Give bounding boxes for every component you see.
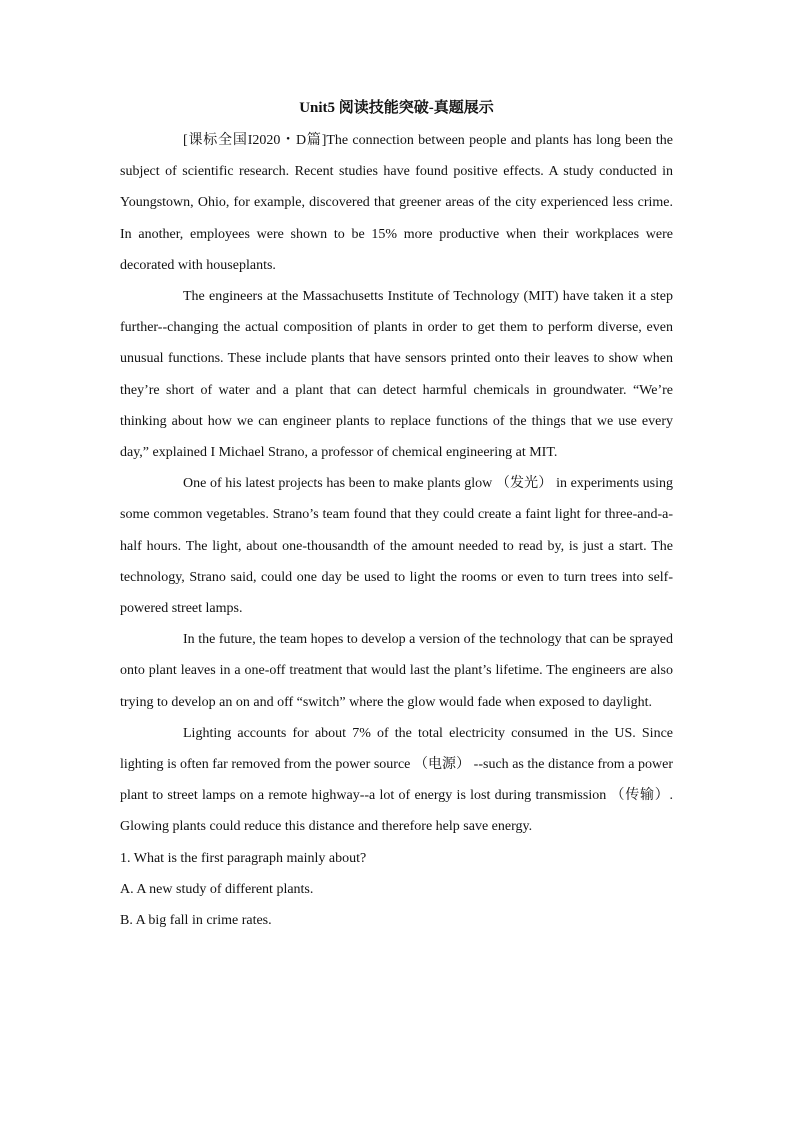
question-option-b: B. A big fall in crime rates. bbox=[120, 913, 272, 929]
paragraph-3: One of his latest projects has been to make plants glow （发光） in experiments using some common vegetables. Strano’s team found that they could create a faint light for three-and-a-half hours. The light, about one-thousandth of the amount needed to read by, is just a start. The technology, Strano said, could one day be used to light the rooms or even to turn trees into self-powered street lamps. bbox=[120, 476, 673, 617]
paragraph-2: The engineers at the Massachusetts Institute of Technology (MIT) have taken it a step further--changing the actual composition of plants in order to get them to perform diverse, even unusual functions. These include plants that have sensors printed onto their leaves to show when they’re short of water and a plant that can detect harmful chemicals in groundwater. “We’re thinking about how we can engineer plants to replace functions of the things that we use every day,” explained I Michael Strano, a professor of chemical engineering at MIT. bbox=[120, 289, 673, 461]
question-stem: 1. What is the first paragraph mainly about? bbox=[120, 850, 367, 866]
document-page bbox=[120, 98, 673, 936]
page-title: Unit5 阅读技能突破-真题展示 bbox=[299, 100, 494, 116]
paragraph-1: [课标全国I2020・D篇]The connection between people and plants has long been the subject of scientific research. Recent studies have found positive effects. A study conducted in Youngstown, Ohio, for example, discovered that greener areas of the city experienced less crime. In another, employees were shown to be 15% more productive when their workplaces were decorated with houseplants. bbox=[120, 133, 673, 273]
question-option-a: A. A new study of different plants. bbox=[120, 881, 314, 897]
paragraph-4: In the future, the team hopes to develop a version of the technology that can be sprayed onto plant leaves in a one-off treatment that would last the plant’s lifetime. The engineers are also trying to develop an on and off “switch” where the glow would fade when exposed to daylight. bbox=[120, 632, 673, 710]
paragraph-5: Lighting accounts for about 7% of the total electricity consumed in the US. Since lighting is often far removed from the power source （电源） --such as the distance from a power plant to street lamps on a remote highway--a lot of energy is lost during transmission （传输）. Glowing plants could reduce this distance and therefore help save energy. bbox=[120, 725, 673, 835]
